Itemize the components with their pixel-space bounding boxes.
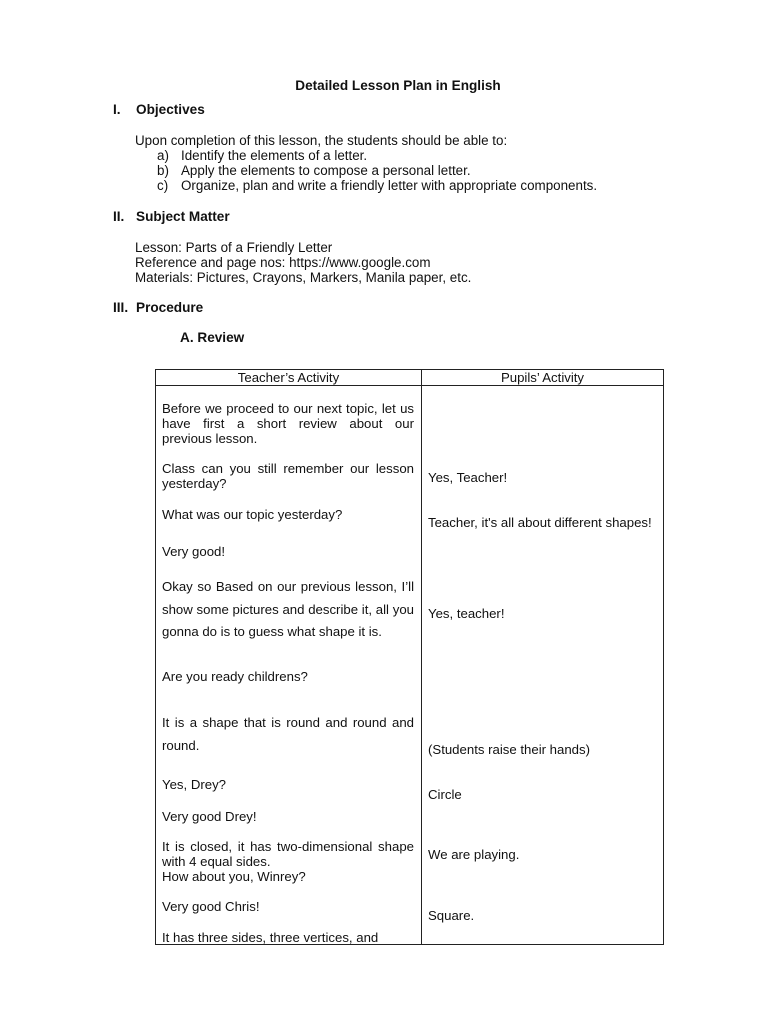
subsection-review: A. Review	[180, 330, 245, 345]
objective-text: Identify the elements of a letter.	[181, 148, 368, 163]
objective-text: Organize, plan and write a friendly letter with appropriate components.	[181, 178, 598, 193]
teacher-line: It is closed, it has two-dimensional shape with 4 equal sides.	[162, 839, 414, 869]
teacher-line: Class can you still remember our lesson yesterday?	[162, 461, 414, 491]
pupil-line: (Students raise their hands)	[428, 742, 590, 757]
section-heading: Procedure	[136, 300, 204, 315]
objective-label: a)	[157, 148, 169, 163]
section-number: III.	[113, 300, 129, 315]
section-number: II.	[113, 209, 125, 224]
pupils-activity-cell	[422, 386, 664, 945]
activity-table	[155, 369, 664, 945]
objective-label: c)	[157, 178, 169, 193]
teacher-line: Very good Drey!	[162, 809, 257, 824]
pupil-line: Square.	[428, 908, 475, 923]
teacher-line: Are you ready childrens?	[162, 669, 308, 684]
column-header-teacher: Teacher’s Activity	[156, 370, 422, 386]
section-objectives-heading	[113, 102, 205, 117]
section-heading: Objectives	[136, 102, 205, 117]
section-number: I.	[113, 102, 121, 117]
section-subject-heading	[113, 209, 230, 224]
teacher-line: Before we proceed to our next topic, let us have first a short review about our previous lesson.	[162, 401, 414, 446]
subject-lesson: Lesson: Parts of a Friendly Letter	[135, 240, 333, 255]
teacher-line: Very good Chris!	[162, 899, 260, 914]
table-header-row	[156, 370, 664, 386]
objectives-intro: Upon completion of this lesson, the students should be able to:	[135, 133, 508, 148]
section-heading: Subject Matter	[136, 209, 230, 224]
subject-reference: Reference and page nos: https://www.google.com	[135, 255, 431, 270]
objective-text: Apply the elements to compose a personal letter.	[181, 163, 471, 178]
pupil-line: Teacher, it's all about different shapes!	[428, 515, 652, 530]
objective-item	[157, 163, 471, 178]
teacher-line: Very good!	[162, 544, 226, 559]
teacher-line: It has three sides, three vertices, and	[162, 930, 379, 945]
table-row	[156, 386, 664, 945]
pupil-line: Yes, teacher!	[428, 606, 505, 621]
teacher-line: It is a shape that is round and round and round.	[162, 715, 414, 753]
objective-item	[157, 148, 367, 163]
pupil-line: Circle	[428, 787, 462, 802]
teacher-line: How about you, Winrey?	[162, 869, 306, 884]
document-title: Detailed Lesson Plan in English	[295, 78, 501, 93]
section-procedure-heading	[113, 300, 203, 315]
column-header-pupils: Pupils’ Activity	[422, 370, 664, 386]
teacher-line: What was our topic yesterday?	[162, 507, 343, 522]
subject-materials: Materials: Pictures, Crayons, Markers, Manila paper, etc.	[135, 270, 472, 285]
pupil-line: Yes, Teacher!	[428, 470, 508, 485]
objective-item	[157, 178, 597, 193]
teacher-line: Yes, Drey?	[162, 777, 227, 792]
teacher-activity-cell	[156, 386, 422, 945]
pupil-line: We are playing.	[428, 847, 520, 862]
teacher-line: Okay so Based on our previous lesson, I’ll show some pictures and describe it, all you gonna do is to guess what shape it is.	[162, 579, 414, 639]
objective-label: b)	[157, 163, 169, 178]
